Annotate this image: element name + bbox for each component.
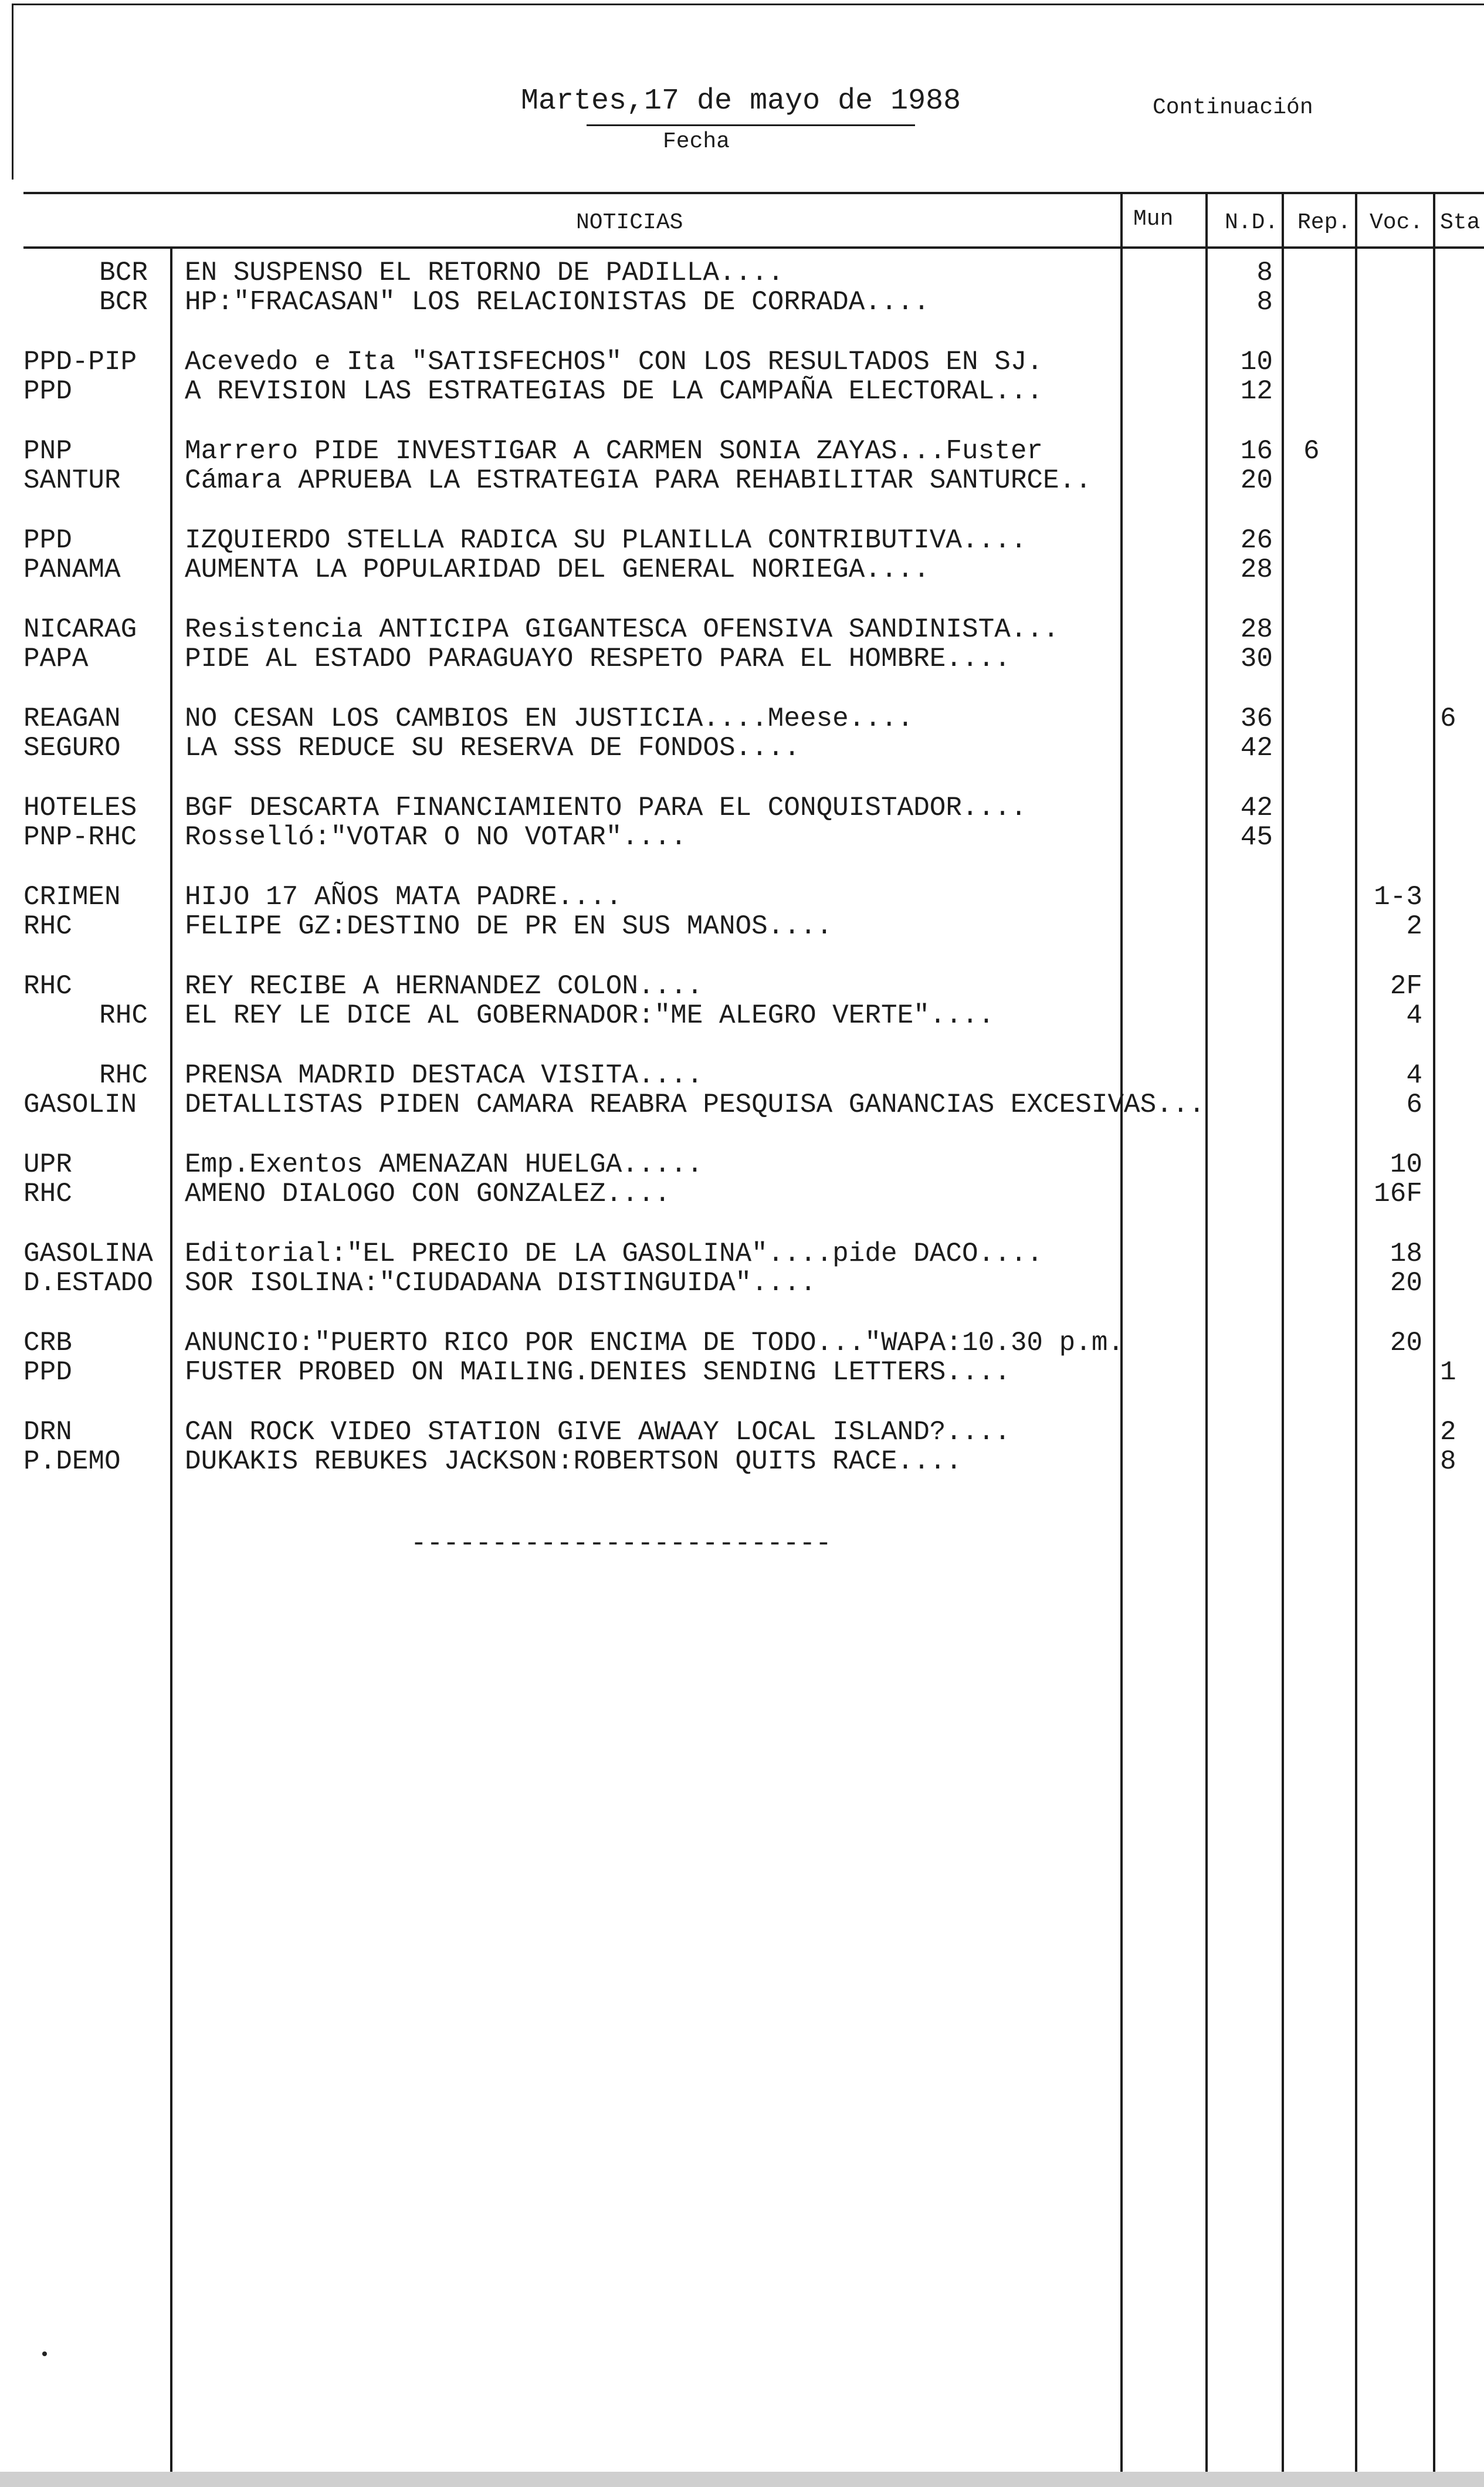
row-nd-value: 36: [1240, 703, 1273, 734]
row-voc-value: 18: [1390, 1239, 1422, 1269]
row-tag: HOTELES: [23, 793, 137, 823]
row-tag: RHC: [23, 971, 72, 1001]
row-nd-value: 8: [1256, 287, 1273, 317]
row-voc-value: 16F: [1374, 1179, 1422, 1209]
row-tag: PAPA: [23, 644, 89, 674]
row-tag: RHC: [23, 1179, 72, 1209]
row-tag: SANTUR: [23, 465, 121, 496]
row-tag: PPD: [23, 1357, 72, 1388]
row-tag: GASOLINA: [23, 1239, 153, 1269]
row-tag: PNP-RHC: [23, 822, 137, 852]
row-sta-value: 2: [1440, 1417, 1456, 1447]
row-tag: CRIMEN: [23, 882, 121, 912]
row-tag: D.ESTADO: [23, 1268, 153, 1298]
row-nd-value: 26: [1240, 525, 1273, 556]
row-nd-value: 8: [1256, 258, 1273, 288]
row-tag: PPD: [23, 525, 72, 556]
row-headline: BGF DESCARTA FINANCIAMIENTO PARA EL CONQUISTADOR....: [185, 793, 1027, 823]
row-tag: GASOLIN: [23, 1089, 137, 1120]
row-tag: PNP: [23, 436, 72, 466]
row-headline: Resistencia ANTICIPA GIGANTESCA OFENSIVA SANDINISTA...: [185, 614, 1059, 645]
row-headline: Marrero PIDE INVESTIGAR A CARMEN SONIA ZAYAS...Fuster: [185, 436, 1043, 466]
row-voc-value: 10: [1390, 1149, 1422, 1180]
row-headline: AUMENTA LA POPULARIDAD DEL GENERAL NORIEGA....: [185, 554, 930, 585]
row-tag: P.DEMO: [23, 1446, 121, 1477]
row-tag: DRN: [23, 1417, 72, 1447]
row-tag: RHC: [23, 911, 72, 942]
row-tag: REAGAN: [23, 703, 121, 734]
divider-tag: [170, 246, 172, 2476]
row-tag: PANAMA: [23, 554, 121, 585]
row-voc-value: 1-3: [1374, 882, 1422, 912]
row-headline: EN SUSPENSO EL RETORNO DE PADILLA....: [185, 258, 784, 288]
row-nd-value: 30: [1240, 644, 1273, 674]
row-headline: A REVISION LAS ESTRATEGIAS DE LA CAMPAÑA ELECTORAL...: [185, 376, 1043, 407]
row-rep-value: 6: [1303, 436, 1320, 466]
row-tag: RHC: [99, 1000, 148, 1031]
row-tag: BCR: [99, 258, 148, 288]
date-label: Fecha: [663, 129, 730, 154]
row-tag: NICARAG: [23, 614, 137, 645]
row-nd-value: 45: [1240, 822, 1273, 852]
row-voc-value: 2F: [1390, 971, 1422, 1001]
row-headline: Cámara APRUEBA LA ESTRATEGIA PARA REHABILITAR SANTURCE..: [185, 465, 1092, 496]
row-headline: HP:"FRACASAN" LOS RELACIONISTAS DE CORRADA....: [185, 287, 930, 317]
row-headline: EL REY LE DICE AL GOBERNADOR:"ME ALEGRO VERTE"....: [185, 1000, 995, 1031]
divider-voc: [1433, 192, 1435, 2476]
row-headline: PRENSA MADRID DESTACA VISITA....: [185, 1060, 703, 1091]
row-headline: FELIPE GZ:DESTINO DE PR EN SUS MANOS....: [185, 911, 833, 942]
date-text: Martes,17 de mayo de 1988: [521, 84, 961, 118]
col-header-mun: Mun: [1133, 207, 1174, 232]
row-nd-value: 10: [1240, 347, 1273, 377]
row-nd-value: 42: [1240, 793, 1273, 823]
row-tag: PPD-PIP: [23, 347, 137, 377]
col-header-voc: Voc.: [1370, 210, 1424, 235]
page-top-edge: [12, 4, 1484, 5]
divider-nd: [1282, 192, 1284, 2476]
row-headline: DUKAKIS REBUKES JACKSON:ROBERTSON QUITS RACE....: [185, 1446, 963, 1477]
row-headline: HIJO 17 AÑOS MATA PADRE....: [185, 882, 622, 912]
row-tag: UPR: [23, 1149, 72, 1180]
row-tag: BCR: [99, 287, 148, 317]
row-headline: REY RECIBE A HERNANDEZ COLON....: [185, 971, 703, 1001]
row-headline: NO CESAN LOS CAMBIOS EN JUSTICIA....Meese....: [185, 703, 914, 734]
col-header-noticias: NOTICIAS: [576, 210, 683, 235]
row-headline: PIDE AL ESTADO PARAGUAYO RESPETO PARA EL HOMBRE....: [185, 644, 1011, 674]
row-headline: FUSTER PROBED ON MAILING.DENIES SENDING LETTERS....: [185, 1357, 1011, 1388]
row-headline: Rosselló:"VOTAR O NO VOTAR"....: [185, 822, 687, 852]
row-sta-value: 6: [1440, 703, 1456, 734]
row-headline: Editorial:"EL PRECIO DE LA GASOLINA"....pide DACO....: [185, 1239, 1043, 1269]
row-sta-value: 8: [1440, 1446, 1456, 1477]
row-nd-value: 28: [1240, 554, 1273, 585]
row-nd-value: 42: [1240, 733, 1273, 763]
row-voc-value: 4: [1406, 1060, 1422, 1091]
row-headline: SOR ISOLINA:"CIUDADANA DISTINGUIDA"....: [185, 1268, 816, 1298]
col-header-nd: N.D.: [1225, 210, 1279, 235]
col-header-sta: Sta: [1440, 210, 1480, 235]
row-headline: AMENO DIALOGO CON GONZALEZ....: [185, 1179, 671, 1209]
row-headline: LA SSS REDUCE SU RESERVA DE FONDOS....: [185, 733, 800, 763]
row-headline: ANUNCIO:"PUERTO RICO POR ENCIMA DE TODO..."WAPA:10.30 p.m.: [185, 1328, 1124, 1358]
row-sta-value: 1: [1440, 1357, 1456, 1388]
row-voc-value: 20: [1390, 1328, 1422, 1358]
row-tag: PPD: [23, 376, 72, 407]
row-voc-value: 2: [1406, 911, 1422, 942]
page-left-edge: [12, 4, 13, 180]
row-tag: SEGURO: [23, 733, 121, 763]
date-underline: [587, 124, 915, 126]
row-voc-value: 4: [1406, 1000, 1422, 1031]
row-tag: CRB: [23, 1328, 72, 1358]
row-nd-value: 20: [1240, 465, 1273, 496]
footer-rule: --------------------------: [411, 1528, 832, 1559]
row-headline: DETALLISTAS PIDEN CAMARA REABRA PESQUISA GANANCIAS EXCESIVAS...: [185, 1089, 1205, 1120]
col-header-rep: Rep.: [1297, 210, 1351, 235]
row-voc-value: 20: [1390, 1268, 1422, 1298]
row-tag: RHC: [99, 1060, 148, 1091]
continuation-label: Continuación: [1153, 95, 1313, 120]
table-top-rule: [23, 192, 1484, 194]
row-headline: Emp.Exentos AMENAZAN HUELGA.....: [185, 1149, 703, 1180]
table-header-rule: [23, 246, 1484, 249]
speck: [42, 2351, 47, 2356]
scan-bottom-edge: [0, 2472, 1484, 2487]
row-voc-value: 6: [1406, 1089, 1422, 1120]
row-headline: IZQUIERDO STELLA RADICA SU PLANILLA CONTRIBUTIVA....: [185, 525, 1027, 556]
row-headline: Acevedo e Ita "SATISFECHOS" CON LOS RESULTADOS EN SJ.: [185, 347, 1043, 377]
row-nd-value: 12: [1240, 376, 1273, 407]
row-nd-value: 16: [1240, 436, 1273, 466]
row-headline: CAN ROCK VIDEO STATION GIVE AWAAY LOCAL ISLAND?....: [185, 1417, 1011, 1447]
row-nd-value: 28: [1240, 614, 1273, 645]
